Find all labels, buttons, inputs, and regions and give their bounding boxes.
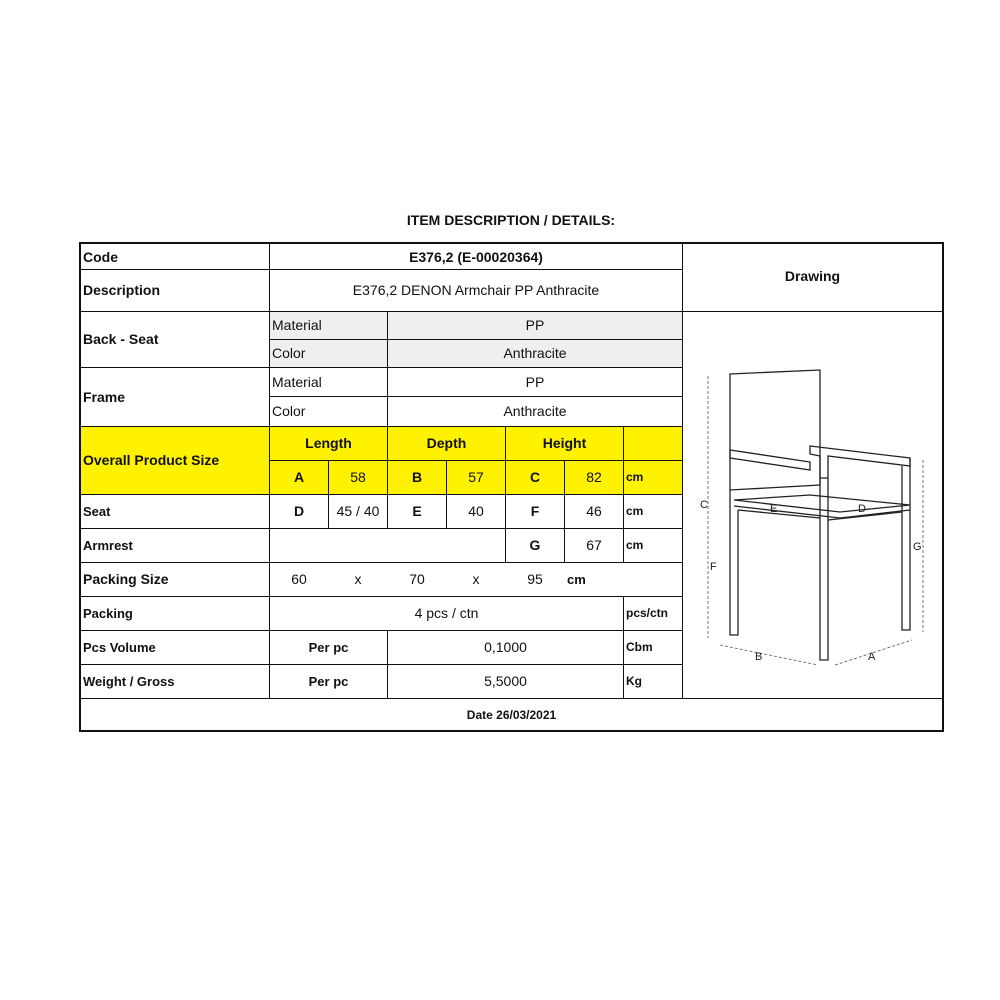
dim-c-value: 82 (586, 469, 602, 485)
dim-b-value: 57 (468, 469, 484, 485)
volume-label: Pcs Volume (83, 639, 156, 655)
dim-d-value: 45 / 40 (336, 503, 380, 519)
dim-a-value: 58 (350, 469, 366, 485)
code-label: Code (83, 248, 118, 265)
packing-size-x2: x (472, 571, 480, 587)
code-value: E376,2 (E-00020364) (409, 248, 543, 265)
chair-drawing (690, 360, 935, 670)
back-seat-color-value: Anthracite (503, 345, 567, 361)
weight-value: 5,5000 (484, 673, 527, 689)
description-value: E376,2 DENON Armchair PP Anthracite (352, 282, 600, 298)
dim-c-letter: C (529, 469, 541, 485)
back-seat-material-label: Material (272, 317, 322, 333)
drawing-letter-c: C (700, 499, 708, 511)
dim-d-letter: D (293, 503, 305, 519)
overall-unit: cm (626, 470, 644, 484)
drawing-letter-a: A (868, 651, 876, 663)
packing-size-unit: cm (567, 571, 586, 587)
volume-unit: Cbm (626, 640, 653, 654)
packing-label: Packing (83, 605, 133, 621)
seat-unit: cm (626, 504, 644, 518)
backrest (730, 370, 820, 490)
packing-size-x1: x (354, 571, 362, 587)
seat-label: Seat (83, 503, 111, 519)
back-seat-label: Back - Seat (83, 331, 159, 347)
dim-g-value: 67 (586, 537, 602, 553)
dim-e-letter: E (412, 503, 422, 519)
length-header: Length (305, 435, 352, 451)
height-header: Height (542, 435, 587, 451)
frame-color-value: Anthracite (503, 403, 567, 419)
frame-label: Frame (83, 388, 126, 405)
armrest-shape (730, 450, 810, 470)
dim-g-letter: G (529, 537, 541, 553)
dim-a-letter: A (293, 469, 305, 485)
drawing-letter-d: D (858, 503, 866, 515)
back-seat-material-value: PP (525, 317, 545, 333)
armrest-label: Armrest (83, 537, 133, 553)
packing-size-v1: 60 (291, 571, 307, 587)
front-armrest (810, 446, 910, 478)
weight-per: Per pc (308, 673, 349, 689)
drawing-label: Drawing (784, 268, 841, 284)
page-title: ITEM DESCRIPTION / DETAILS: (406, 212, 616, 228)
weight-label: Weight / Gross (83, 673, 175, 689)
drawing-letter-b: B (755, 651, 763, 663)
packing-size-v2: 70 (409, 571, 425, 587)
frame-material-value: PP (525, 373, 545, 390)
drawing-letter-f: F (710, 561, 717, 573)
packing-size-v3: 95 (527, 571, 543, 587)
drawing-letter-g: G (913, 541, 922, 553)
overall-size-label: Overall Product Size (83, 452, 220, 468)
dim-b-letter: B (411, 469, 423, 485)
frame-material-label: Material (272, 373, 322, 390)
packing-unit: pcs/ctn (626, 606, 669, 620)
weight-unit: Kg (626, 674, 642, 688)
date: Date 26/03/2021 (466, 707, 557, 722)
drawing-letter-e: E (770, 503, 778, 515)
armrest-unit: cm (626, 538, 644, 552)
dim-f-value: 46 (586, 503, 602, 519)
dim-f-letter: F (530, 503, 540, 519)
volume-per: Per pc (308, 639, 349, 655)
back-seat-color-label: Color (272, 345, 306, 361)
depth-header: Depth (426, 435, 467, 451)
packing-value: 4 pcs / ctn (414, 605, 479, 621)
frame-color-label: Color (272, 403, 306, 419)
description-label: Description (83, 282, 161, 298)
packing-size-label: Packing Size (83, 571, 169, 587)
volume-value: 0,1000 (484, 639, 527, 655)
dim-e-value: 40 (468, 503, 484, 519)
